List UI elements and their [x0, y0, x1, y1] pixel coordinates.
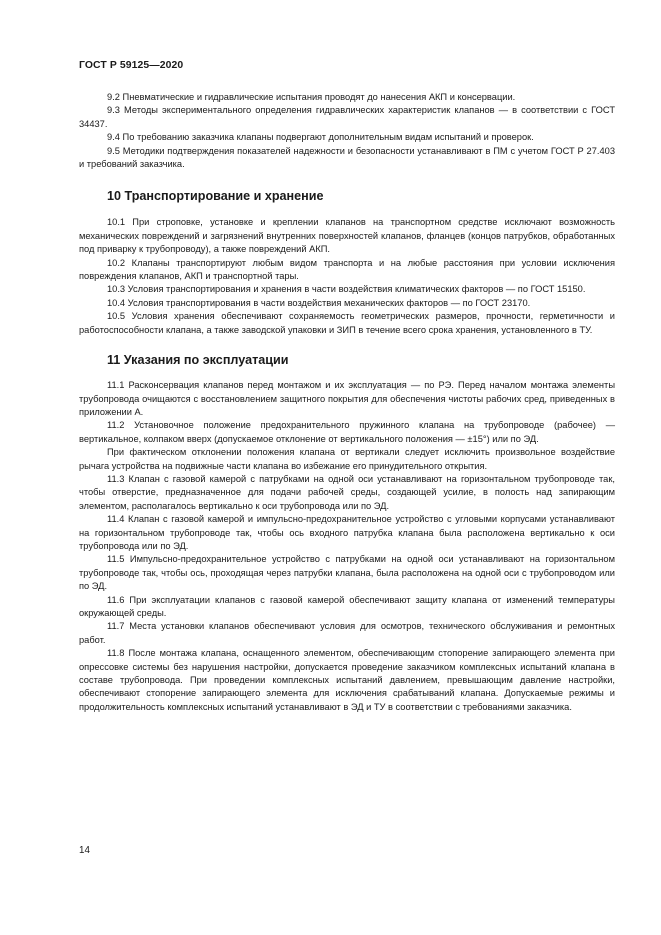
paragraph-10-1: 10.1 При строповке, установке и креплении клапанов на транспортном средстве исключают возможность механических повреждений и загрязнений внутренних поверхностей клапанов, фланцев (концов патрубков, обработанных под приварку к трубопроводу), а также повреждений АКП.: [79, 217, 615, 255]
paragraph-11-5: 11.5 Импульсно-предохранительное устройство с патрубками на одной оси устанавливают на горизонтальном трубопроводе так, чтобы ось, проходящая через патрубки клапана, была расположена на одной оси с трубопроводом или по ЭД.: [79, 554, 615, 592]
paragraph-9-3: 9.3 Методы экспериментального определения гидравлических характеристик клапанов — в соответствии с ГОСТ 34437.: [79, 105, 615, 129]
paragraph-11-2: 11.2 Установочное положение предохранительного пружинного клапана на трубопроводе (рабочее) — вертикальное, колпаком вверх (допускаемое отклонение от вертикального положения — ±15°) или по ЭД.: [79, 420, 615, 444]
paragraph-11-7: 11.7 Места установки клапанов обеспечивают условия для осмотров, технического обслуживания и ремонтных работ.: [79, 621, 615, 645]
paragraph-11-4: 11.4 Клапан с газовой камерой и импульсно-предохранительное устройство с угловыми корпусами устанавливают на горизонтальном трубопроводе так, чтобы ось входного патрубка клапана была расположена вертикально к оси трубопровода или по ЭД.: [79, 514, 615, 551]
paragraph-11-2-note: При фактическом отклонении положения клапана от вертикали следует исключить произвольное воздействие рычага устройства на подвижные части клапана во избежание его принудительного открытия.: [79, 447, 615, 471]
page-content: [79, 91, 615, 714]
section-11-title: 11 Указания по эксплуатации: [107, 353, 289, 368]
page-number: 14: [79, 845, 90, 856]
document-header: ГОСТ Р 59125—2020: [79, 60, 184, 71]
paragraph-11-1: 11.1 Расконсервация клапанов перед монтажом и их эксплуатация — по РЭ. Перед началом монтажа элементы трубопровода очищаются с восстановлением защитного покрытия для обеспечения чистоты рабочих сред, приведенных в приложении А.: [79, 380, 615, 417]
paragraph-9-5: 9.5 Методики подтверждения показателей надежности и безопасности устанавливают в ПМ с учетом ГОСТ Р 27.403 и требований заказчика.: [79, 145, 615, 170]
paragraph-11-3: 11.3 Клапан с газовой камерой с патрубками на одной оси устанавливают на горизонтальном трубопроводе так, чтобы отверстие, предназначенное для подачи рабочей среды, создающей усилие, в полость над запирающим элементом, располагалось вертикально к оси трубопровода или по ЭД.: [79, 473, 615, 511]
paragraph-10-5: 10.5 Условия хранения обеспечивают сохраняемость геометрических размеров, прочности, герметичности и работоспособности клапана, а также заводской упаковки и ЗИП в течение всего срока хранения, установленного в ТУ.: [79, 311, 615, 335]
paragraph-11-8: 11.8 После монтажа клапана, оснащенного элементом, обеспечивающим стопорение запирающего элемента при опрессовке системы без нарушения настройки, допускается проведение заказчиком комплексных испытаний клапана в составе трубопровода. При проведении комплексных испытаний давлением, превышающим давление настройки, обеспечивают стопорение запирающего элемента для исключения срабатываний клапана. Допускаемые режимы и продолжительность комплексных испытаний устанавливают в ЭД и ТУ в соответствии с требованиями заказчика.: [79, 648, 615, 712]
paragraph-10-3: 10.3 Условия транспортирования и хранения в части воздействия климатических факторов — по ГОСТ 15150.: [107, 284, 586, 295]
paragraph-9-2: 9.2 Пневматические и гидравлические испытания проводят до нанесения АКП и консервации.: [107, 92, 516, 102]
paragraph-11-6: 11.6 При эксплуатации клапанов с газовой камерой обеспечивают защиту клапана от изменений температуры окружающей среды.: [79, 594, 615, 618]
paragraph-9-4: 9.4 По требованию заказчика клапаны подвергают дополнительным видам испытаний и проверок.: [107, 132, 534, 143]
section-10-title: 10 Транспортирование и хранение: [107, 189, 324, 204]
paragraph-10-4: 10.4 Условия транспортирования в части воздействия механических факторов — по ГОСТ 23170.: [107, 297, 531, 308]
paragraph-10-2: 10.2 Клапаны транспортируют любым видом транспорта и на любые расстояния при условии исключения повреждения клапанов, АКП и транспортной тары.: [79, 257, 615, 282]
